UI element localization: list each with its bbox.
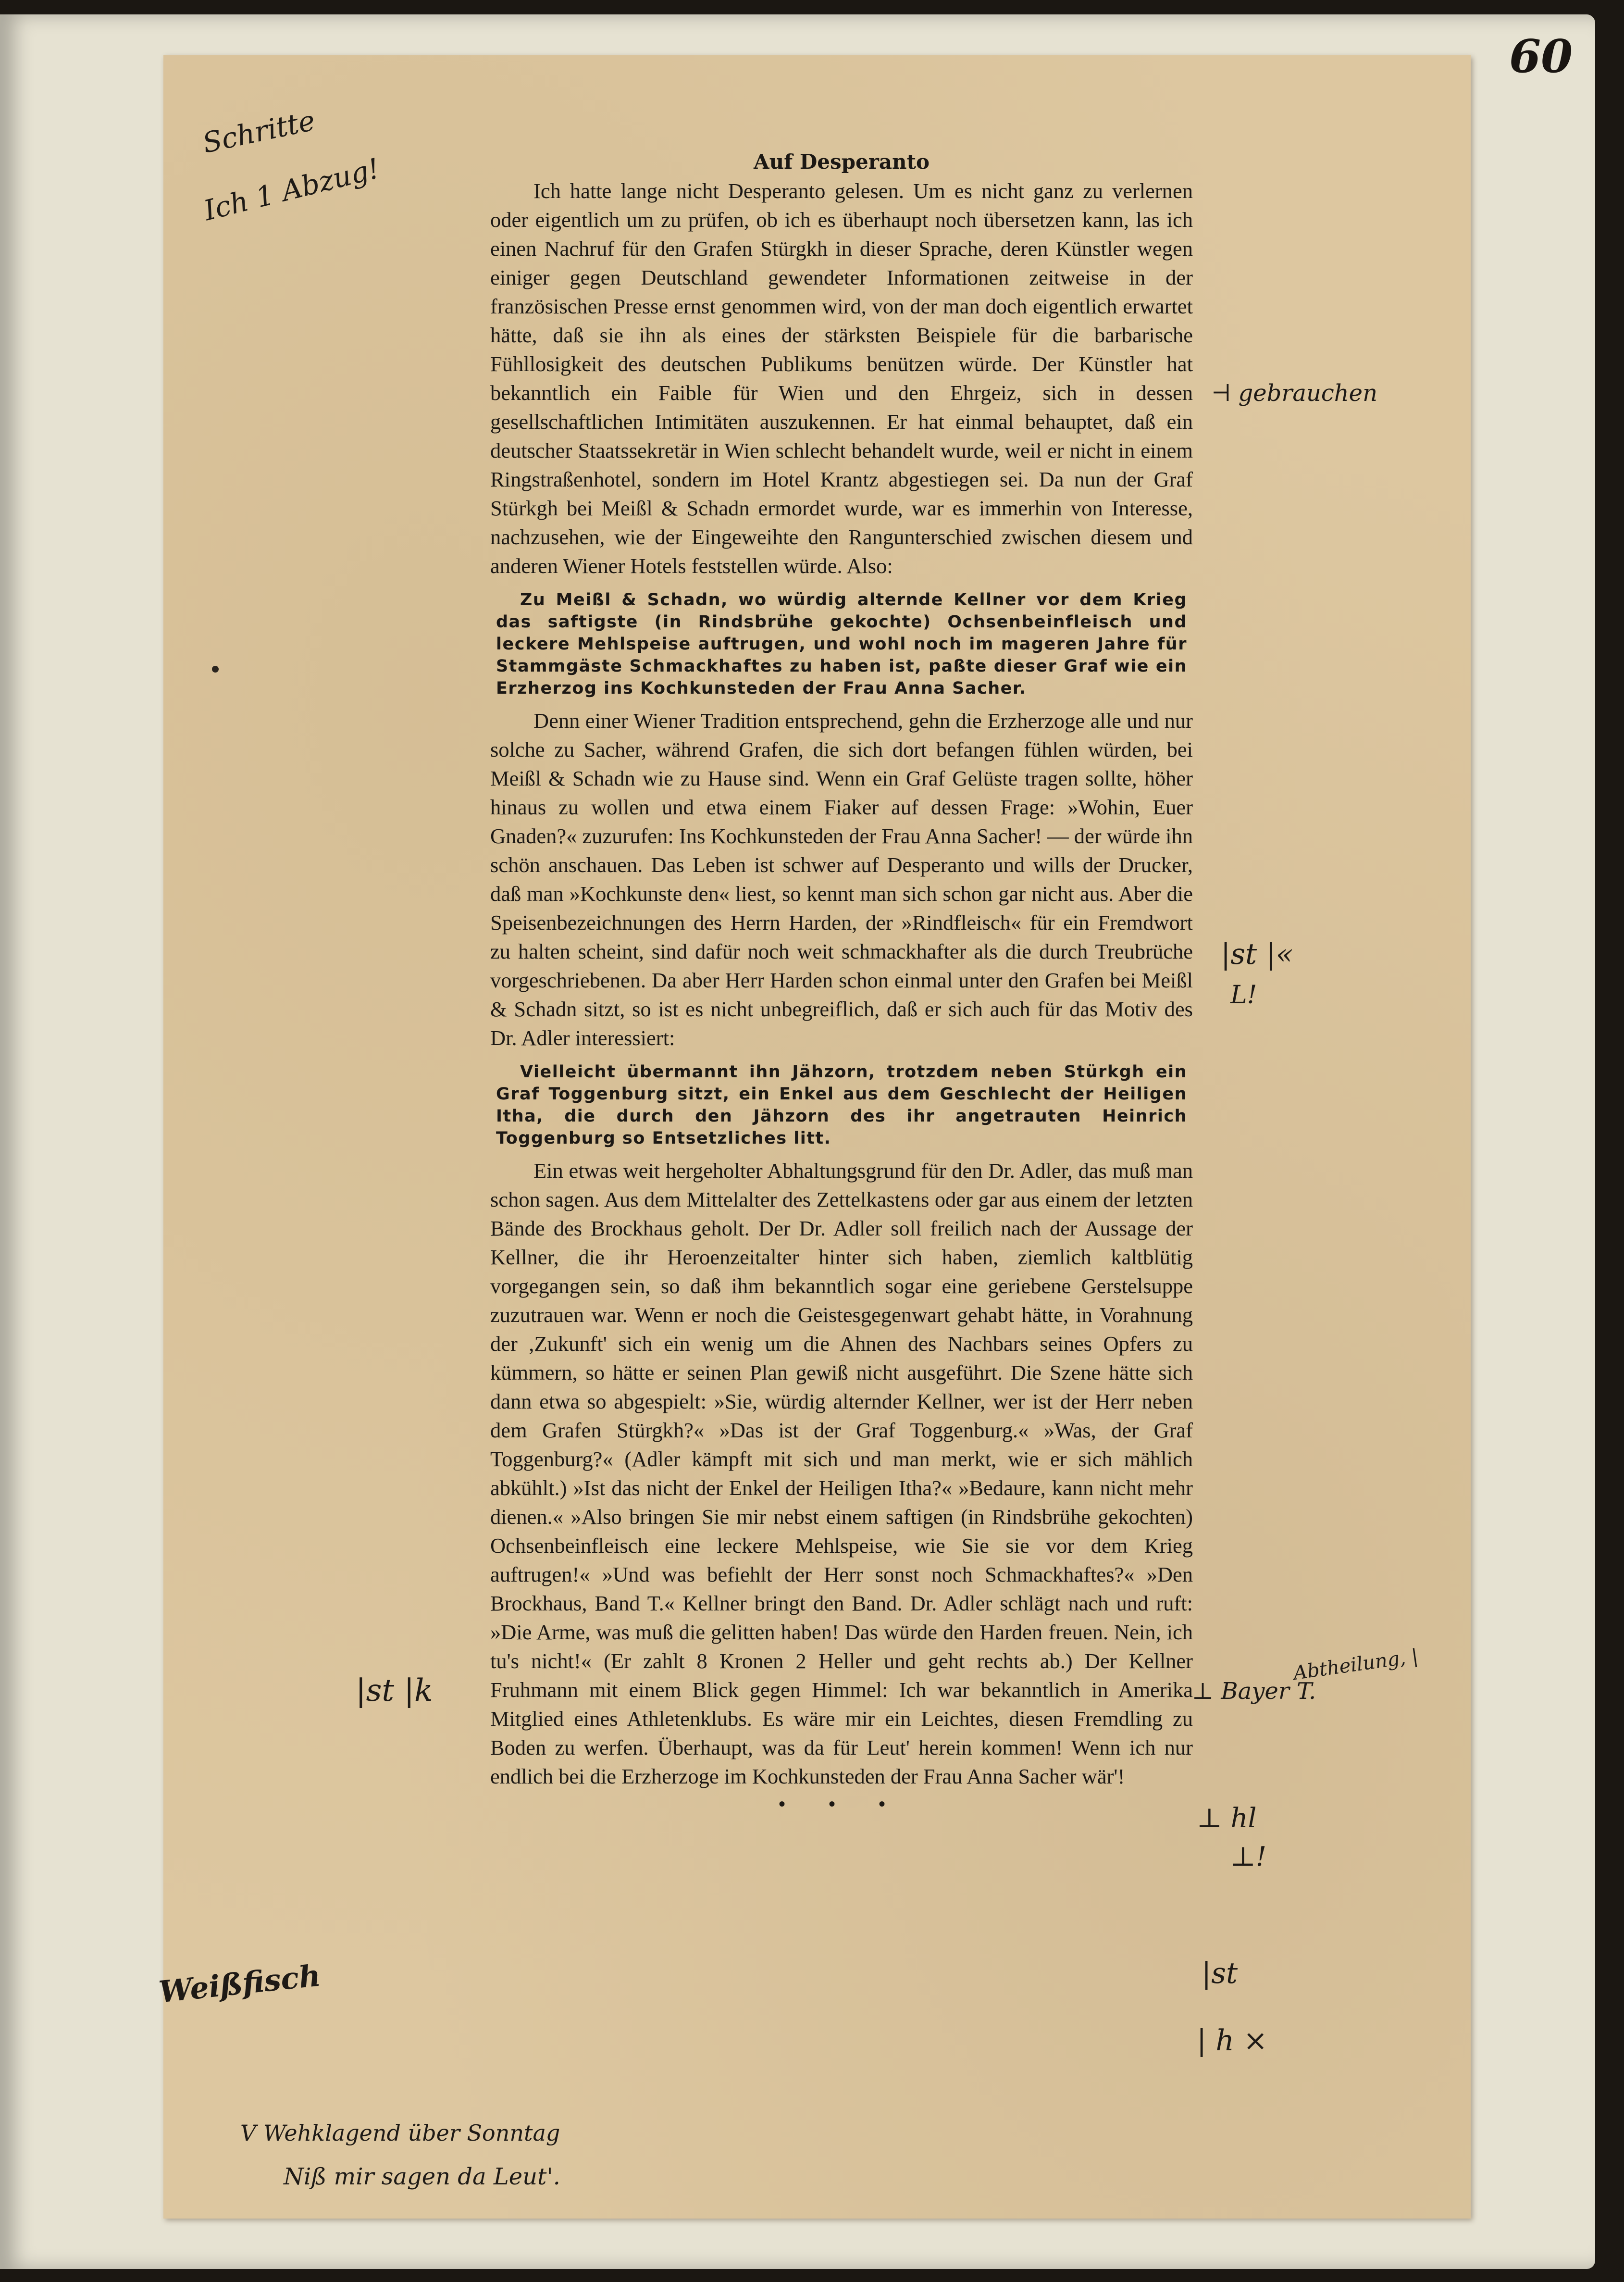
end-dots: • • • xyxy=(778,1793,905,1815)
article-title: Auf Desperanto xyxy=(754,150,930,174)
handwritten-note-right-5: ⊥ Bayer T. xyxy=(1192,1678,1316,1705)
handwritten-note-top-left-1: Schritte xyxy=(199,104,318,160)
handwritten-note-right-1: ⊣ gebrauchen xyxy=(1211,380,1377,407)
quote-1: Zu Meißl & Schadn, wo würdig alternde Kellner vor dem Krieg das saftigste (in Rindsbrühe gekochte) Ochsenbeinfleisch und leckere Mehlspeise auftrugen, und wohl noch im mageren Jahre für Stammgäste Schmackhaftes zu haben ist, paßte dieser Graf wie ein Erzherzog ins Kochkunsteden der Frau Anna Sacher. xyxy=(496,590,1187,698)
handwritten-note-right-3: L! xyxy=(1230,981,1257,1010)
handwritten-note-right-9: | h × xyxy=(1197,2024,1268,2058)
handwritten-note-right-6: ⊥ hl xyxy=(1197,1803,1257,1834)
paragraph-2: Denn einer Wiener Tradition entsprechend, gehn die Erzherzoge alle und nur solche zu Sacher, während Grafen, die sich dort befangen fühlen würden, bei Meißl & Schadn wie zu Hause sind. Wenn ein Graf Gelüste tragen sollte, höher hinaus zu wollen und etwa einem Fiaker auf dessen Frage: »Wohin, Euer Gnaden?« zuzurufen: Ins Kochkunsteden der Frau Anna Sacher! — der würde ihn schön anschauen. Das Leben ist schwer auf Desperanto und wills der Drucker, daß man »Kochkunste den« liest, so kennt man sich schon gar nicht aus. Aber die Speisenbezeichnungen des Herrn Harden, der »Rindfleisch« für ein Fremdwort zu halten scheint, sind dafür noch weit schmackhafter als die durch Treubrüche vorgeschriebenen. Da aber Herr Harden schon einmal unter den Grafen bei Meißl & Schadn sitzt, so ist es nicht unbegreiflich, daß er sich auch für das Motiv des Dr. Adler interessiert: xyxy=(490,709,1193,1050)
paragraph-3: Ein etwas weit hergeholter Abhaltungsgrund für den Dr. Adler, das muß man schon sagen. Aus dem Mittelalter des Zettelkastens oder gar aus einem der letzten Bände des Brockhaus geholt. Der Dr. Adler soll freilich nach der Aussage der Kellner, die ihr Heroenzeitalter hinter sich haben, ziemlich kaltblütig vorgegangen sein, so daß ihm bekanntlich sogar eine geriebene Gerstelsuppe zuzutrauen war. Wenn er noch die Geistesgegenwart gehabt hätte, in Vorahnung der ,Zukunft' sich ein wenig um die Ahnen des Nachbars seines Opfers zu kümmern, so hätte er seinen Plan gewiß nicht ausgeführt. Die Szene hätte sich dann etwa so abgespielt: »Sie, würdig alternder Kellner, wer ist der Herr neben dem Grafen Stürgkh?« »Das ist der Graf Toggenburg.« »Was, der Graf Toggenburg?« (Adler kämpft mit sich und man merkt, wie er sich mählich abkühlt.) »Ist das nicht der Enkel der Heiligen Itha?« »Bedaure, kann nicht mehr dienen.« »Also bringen Sie mir nebst einem saftigen (in Rindsbrühe gekochten) Ochsenbeinfleisch eine leckere Mehlspeise, wie Sie sie vor dem Krieg auftrugen!« »Und was befiehlt der Herr sonst noch Schmackhaftes?« »Den Brockhaus, Band T.« Kellner bringt den Band. Dr. Adler schlägt nach und ruft: »Die Arme, was muß die gelitten haben! Das würde den Harden freuen. Nein, ich tu's nicht!« (Er zahlt 8 Kronen 2 Heller und geht rechts ab.) Der Kellner Fruhmann mit einem Blick gegen Himmel: Ich war bekanntlich in Amerika Mitglied eines Athletenklubs. Es wäre mir ein Leichtes, diesen Fremdling zu Boden zu werfen. Überhaupt, was da für Leut' herein kommen! Wenn ich nur endlich bei die Erzherzoge im Kochkunsteden der Frau Anna Sacher wär'! xyxy=(490,1159,1193,1788)
handwritten-note-bottom-2: Niß mir sagen da Leut'. xyxy=(284,2163,560,2190)
paragraph-1: Ich hatte lange nicht Desperanto gelesen. Um es nicht ganz zu verlernen oder eigentlich um zu prüfen, ob ich es überhaupt noch übersetzen kann, las ich einen Nachruf für den Grafen Stürgkh in dieser Sprache, deren Künstler wegen einiger gegen Deutschland gewendeter Informationen zeitweise in der französischen Presse ernst genommen wird, von der man doch eigentlich erwartet hätte, daß sie ihn als eines der stärksten Beispiele für die barbarische Fühllosigkeit des deutschen Publikums benützen würde. Der Künstler hat bekanntlich ein Faible für Wien und den Ehrgeiz, sich in dessen gesellschaftlichen Intimitäten auszukennen. Er hat einmal behauptet, daß ein deutscher Staatssekretär in Wien schlecht behandelt wurde, weil er nicht in einem Ringstraßenhotel, sondern im Hotel Krantz abgestiegen sei. Da nun der Graf Stürkgh bei Meißl & Schadn ermordet wurde, war es immerhin von Interesse, nachzusehen, wie der Eingeweihte den Rangunterschied zwischen diesem und anderen Wiener Hotels feststellen würde. Also: xyxy=(490,179,1193,578)
handwritten-note-right-7: ⊥! xyxy=(1230,1841,1267,1872)
handwritten-note-left-1: |st |k xyxy=(356,1673,433,1708)
handwritten-note-bottom-1: V Wehklagend über Sonntag xyxy=(240,2120,560,2146)
handwritten-note-left-2: Weißfisch xyxy=(157,1958,322,2010)
margin-dot xyxy=(212,666,219,673)
quote-2: Vielleicht übermannt ihn Jähzorn, trotzdem neben Stürkgh ein Graf Toggenburg sitzt, ein Enkel aus dem Geschlecht der Heiligen Itha, die durch den Jähzorn des ihr angetrauten Heinrich Toggenburg so Entsetzliches litt. xyxy=(496,1062,1187,1148)
page-number: 60 xyxy=(1509,30,1573,83)
handwritten-note-right-8: |st xyxy=(1202,1957,1238,1990)
article xyxy=(490,150,1193,1815)
handwritten-note-right-2: |st |« xyxy=(1221,937,1294,971)
handwritten-note-right-4: Abtheilung, | xyxy=(1292,1645,1420,1684)
handwritten-note-top-left-2: Ich 1 Abzug! xyxy=(200,151,383,227)
